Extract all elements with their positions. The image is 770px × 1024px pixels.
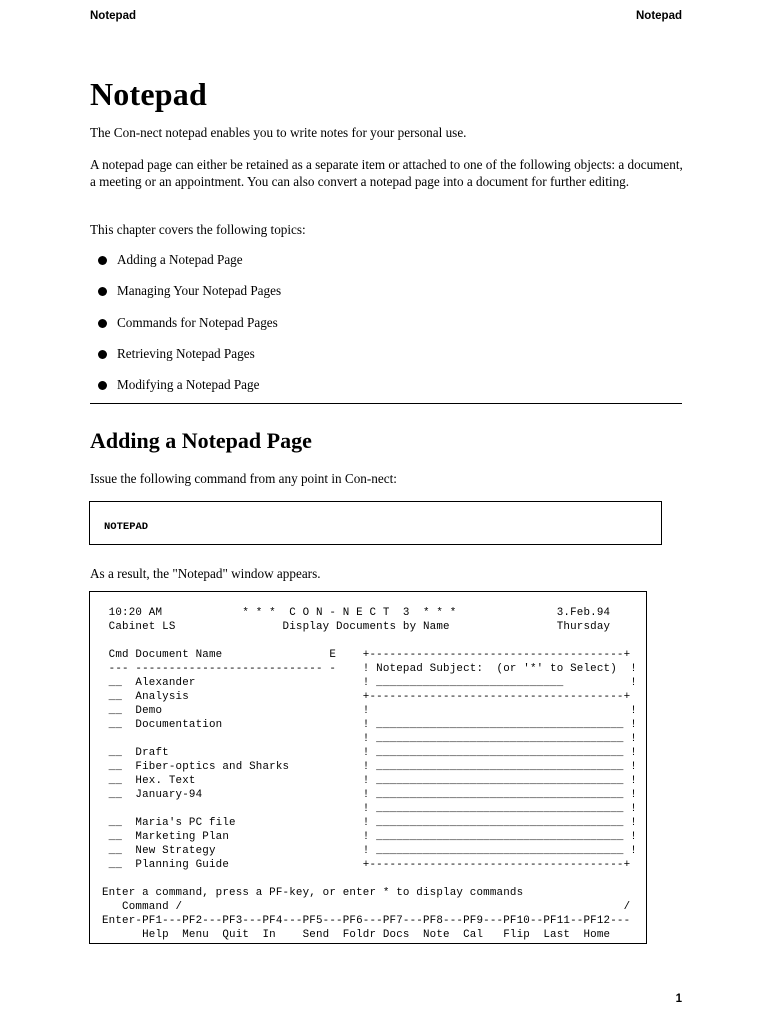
terminal-line: __ Marketing Plan ! _____________________________________ ! xyxy=(102,831,637,843)
terminal-line: __ Fiber-optics and Sharks ! _____________________________________ ! xyxy=(102,761,637,773)
intro-paragraph-2: A notepad page can either be retained as a separate item or attached to one of the following objects: a document, a meeting or an appointment. You can also convert a notepad page into a document for further editing. xyxy=(90,157,683,189)
terminal-line: Help Menu Quit In Send Foldr Docs Note Cal Flip Last Home xyxy=(102,929,611,941)
list-item xyxy=(98,346,281,377)
terminal-line: __ Alexander ! ____________________________ ! xyxy=(102,677,637,689)
terminal-line: __ January-94 ! _____________________________________ ! xyxy=(102,789,637,801)
header-right: Notepad xyxy=(636,10,682,22)
topic-label: Commands for Notepad Pages xyxy=(117,314,278,330)
bullet-icon xyxy=(98,319,107,328)
chapter-title: Notepad xyxy=(90,76,207,112)
section-title: Adding a Notepad Page xyxy=(90,428,312,453)
terminal-line: Cabinet LS Display Documents by Name Thursday xyxy=(102,621,611,633)
section-divider xyxy=(90,403,682,404)
section-instruction: Issue the following command from any point in Con-nect: xyxy=(90,471,397,486)
terminal-line: ! _____________________________________ ! xyxy=(102,803,637,815)
topic-label: Retrieving Notepad Pages xyxy=(117,345,255,361)
terminal-line: Cmd Document Name E +--------------------------------------+ xyxy=(102,649,631,661)
terminal-line: 10:20 AM * * * C O N - N E C T 3 * * * 3.Feb.94 xyxy=(102,607,611,619)
terminal-line: Enter a command, press a PF-key, or enter * to display commands xyxy=(102,887,524,899)
list-item xyxy=(98,283,281,314)
intro-paragraph-3: This chapter covers the following topics: xyxy=(90,222,306,237)
intro-paragraph-1: The Con-nect notepad enables you to write notes for your personal use. xyxy=(90,125,467,140)
terminal-line: __ Analysis +--------------------------------------+ xyxy=(102,691,631,703)
section-result: As a result, the "Notepad" window appears. xyxy=(90,566,321,581)
terminal-line: Enter-PF1---PF2---PF3---PF4---PF5---PF6---PF7---PF8---PF9---PF10--PF11--PF12--- xyxy=(102,915,631,927)
topic-label: Modifying a Notepad Page xyxy=(117,377,260,393)
list-item xyxy=(98,315,281,346)
topic-label: Adding a Notepad Page xyxy=(117,252,243,267)
terminal-line: __ Demo ! ! xyxy=(102,705,637,717)
terminal-line: __ Draft ! _____________________________________ ! xyxy=(102,747,637,759)
terminal-line: Command / / xyxy=(102,901,631,913)
header-left: Notepad xyxy=(90,10,136,22)
topic-label: Managing Your Notepad Pages xyxy=(117,283,282,299)
bullet-icon xyxy=(98,287,107,296)
terminal-line: __ Documentation ! _____________________________________ ! xyxy=(102,719,637,731)
running-header xyxy=(90,10,682,26)
terminal-line: __ Maria's PC file ! _____________________________________ ! xyxy=(102,817,637,829)
terminal-line: __ Hex. Text ! _____________________________________ ! xyxy=(102,775,637,787)
list-item xyxy=(98,252,281,283)
bullet-icon xyxy=(98,350,107,359)
topic-list xyxy=(98,252,281,408)
terminal-line: __ Planning Guide +--------------------------------------+ xyxy=(102,859,631,871)
terminal-line: ! _____________________________________ ! xyxy=(102,733,637,745)
terminal-line: __ New Strategy ! _____________________________________ ! xyxy=(102,845,637,857)
terminal-screen-text xyxy=(102,606,637,942)
command-text: NOTEPAD xyxy=(104,521,149,533)
command-box xyxy=(89,501,662,545)
bullet-icon xyxy=(98,381,107,390)
terminal-screen xyxy=(89,591,647,944)
page-number: 1 xyxy=(675,993,682,1005)
terminal-line: --- ---------------------------- - ! Notepad Subject: (or '*' to Select) ! xyxy=(102,663,637,675)
bullet-icon xyxy=(98,256,107,265)
